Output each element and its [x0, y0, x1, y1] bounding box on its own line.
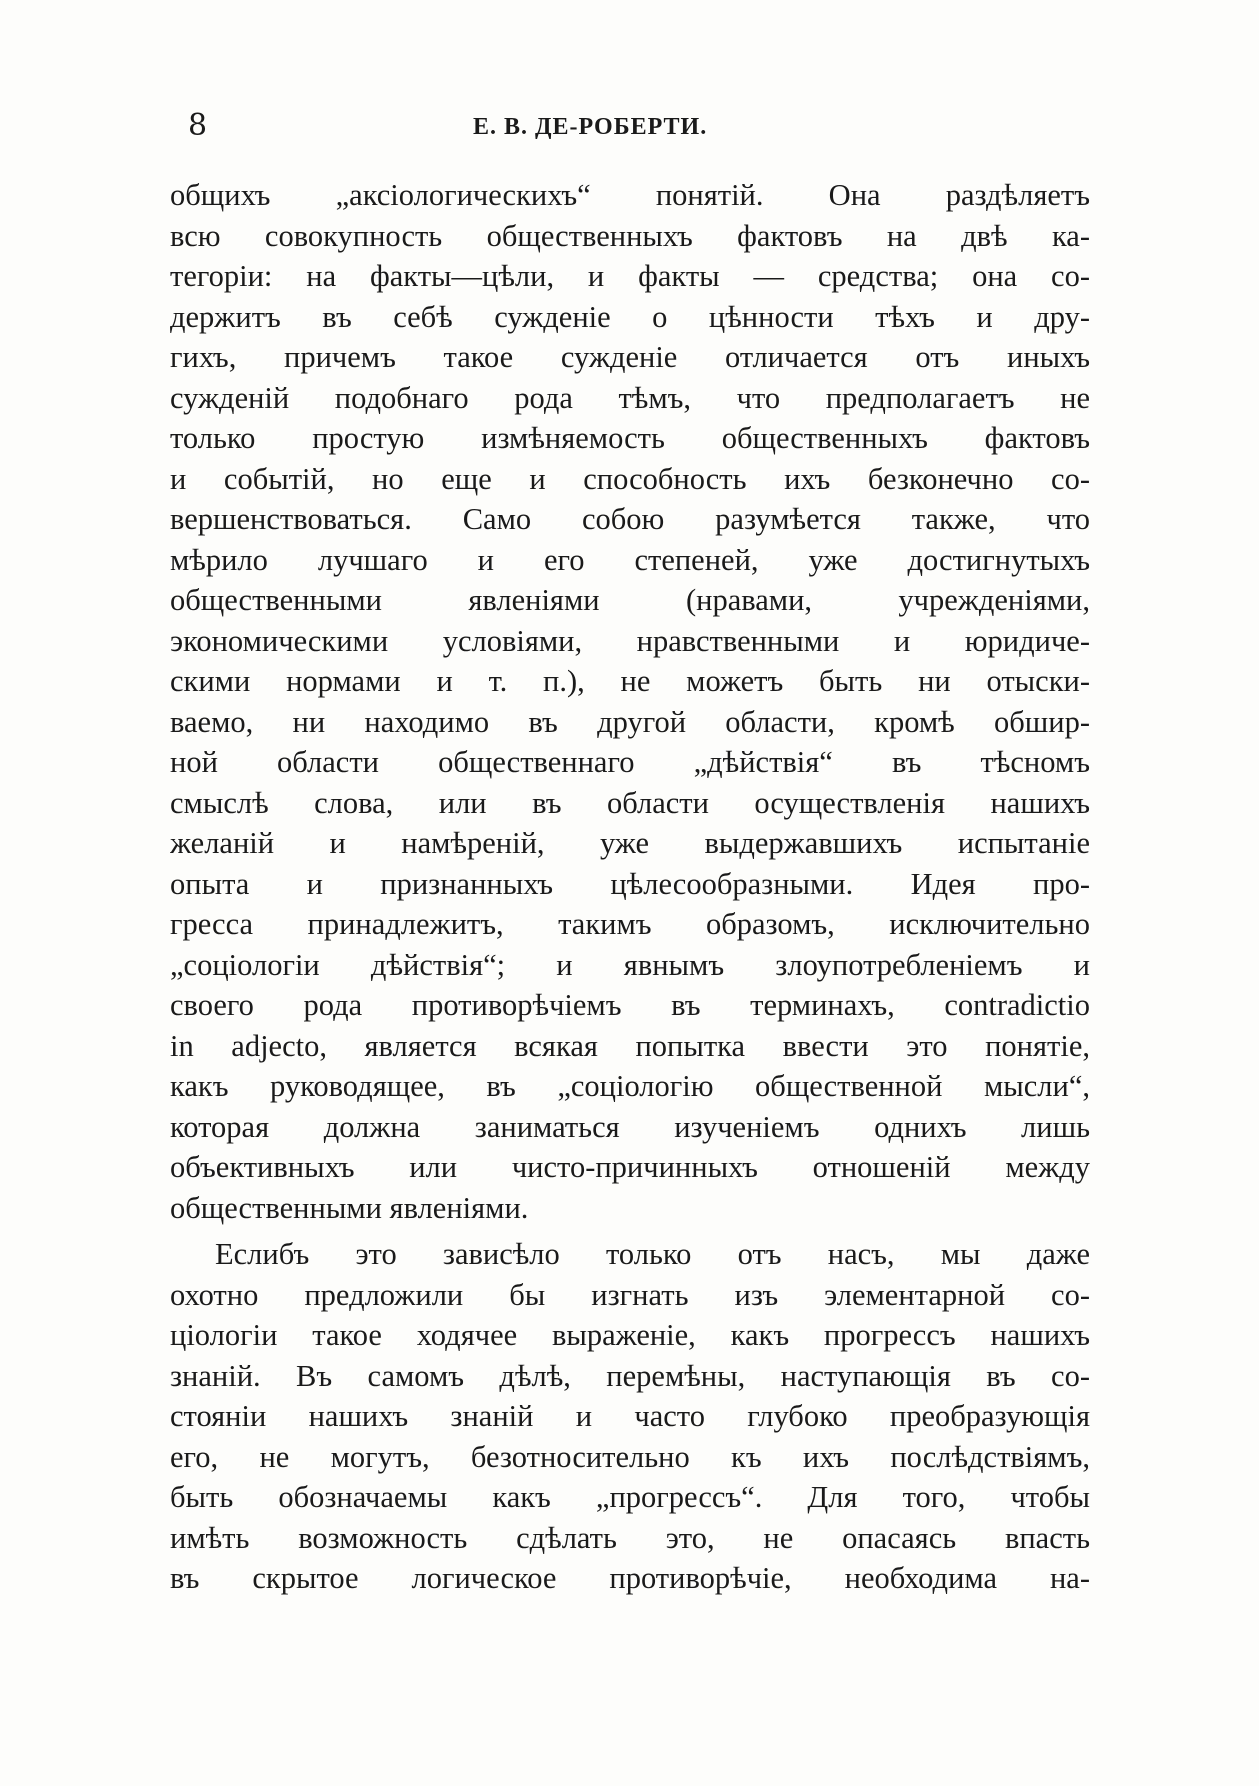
text-line: стояніи нашихъ знаній и часто глубоко преобразующія [170, 1399, 1090, 1433]
text-line: въ скрытое логическое противорѣчіе, необходима на- [170, 1561, 1090, 1595]
text-line: охотно предложили бы изгнать изъ элементарной со- [170, 1277, 1090, 1312]
text-line: мѣрило лучшаго и его степеней, уже достигнутыхъ [170, 542, 1090, 577]
text-line: вершенствоваться. Само собою разумѣется также, что [170, 502, 1090, 536]
text-line: общественными явленіями (нравами, учрежденіями, [170, 583, 1090, 617]
text-line: in adjecto, является всякая попытка ввести это понятіе, [170, 1028, 1090, 1063]
text-line: держитъ въ себѣ сужденіе о цѣнности тѣхъ и дру- [170, 299, 1090, 334]
paragraph-2 [170, 1234, 1090, 1599]
text-line: скими нормами и т. п.), не можетъ быть ни отыски- [170, 664, 1090, 698]
text-line: общественными явленіями. [170, 1190, 529, 1225]
text-line: быть обозначаемы какъ „прогрессъ“. Для того, чтобы [170, 1480, 1090, 1514]
page-number: 8 [188, 108, 208, 143]
text-line: всю совокупность общественныхъ фактовъ на двѣ ка- [170, 218, 1090, 253]
text-line: „соціологіи дѣйствія“; и явнымъ злоупотребленіемъ и [170, 947, 1090, 982]
text-line: гихъ, причемъ такое сужденіе отличается отъ иныхъ [170, 340, 1090, 374]
text-line: и событій, но еще и способность ихъ безконечно со- [170, 461, 1090, 496]
text-line: его, не могутъ, безотносительно къ ихъ послѣдствіямъ, [170, 1439, 1090, 1474]
text-line: тегоріи: на факты—цѣли, и факты — средства; она со- [170, 259, 1090, 293]
text-line: смыслѣ слова, или въ области осуществленія нашихъ [170, 785, 1090, 820]
text-line: своего рода противорѣчіемъ въ терминахъ, contradictio [170, 988, 1090, 1022]
text-line: Еслибъ это зависѣло только отъ насъ, мы даже [215, 1237, 1090, 1271]
text-line: сужденій подобнаго рода тѣмъ, что предполагаетъ не [170, 380, 1090, 415]
paragraph-1 [170, 175, 1090, 1228]
text-line: объективныхъ или чисто-причинныхъ отношеній между [170, 1150, 1090, 1184]
text-line: экономическими условіями, нравственными и юридиче- [170, 623, 1090, 658]
page-header [188, 108, 1093, 148]
text-line: имѣть возможность сдѣлать это, не опасаясь впасть [170, 1520, 1090, 1555]
body-text [170, 175, 1090, 1599]
text-line: только простую измѣняемость общественныхъ фактовъ [170, 421, 1090, 455]
text-line: ной области общественнаго „дѣйствія“ въ тѣсномъ [170, 745, 1090, 779]
text-line: знаній. Въ самомъ дѣлѣ, перемѣны, наступающія въ со- [170, 1358, 1090, 1393]
running-title: Е. В. ДЕ-РОБЕРТИ. [473, 114, 708, 140]
text-line: общихъ „аксіологическихъ“ понятій. Она раздѣляетъ [170, 178, 1090, 212]
text-line: ціологіи такое ходячее выраженіе, какъ прогрессъ нашихъ [170, 1318, 1090, 1352]
text-line: ваемо, ни находимо въ другой области, кромѣ обшир- [170, 704, 1090, 739]
text-line: которая должна заниматься изученіемъ однихъ лишь [170, 1109, 1090, 1144]
text-line: опыта и признанныхъ цѣлесообразными. Идея про- [170, 866, 1090, 901]
text-line: гресса принадлежитъ, такимъ образомъ, исключительно [170, 907, 1090, 941]
text-line: какъ руководящее, въ „соціологію общественной мысли“, [170, 1069, 1090, 1103]
text-line: желаній и намѣреній, уже выдержавшихъ испытаніе [170, 826, 1090, 860]
